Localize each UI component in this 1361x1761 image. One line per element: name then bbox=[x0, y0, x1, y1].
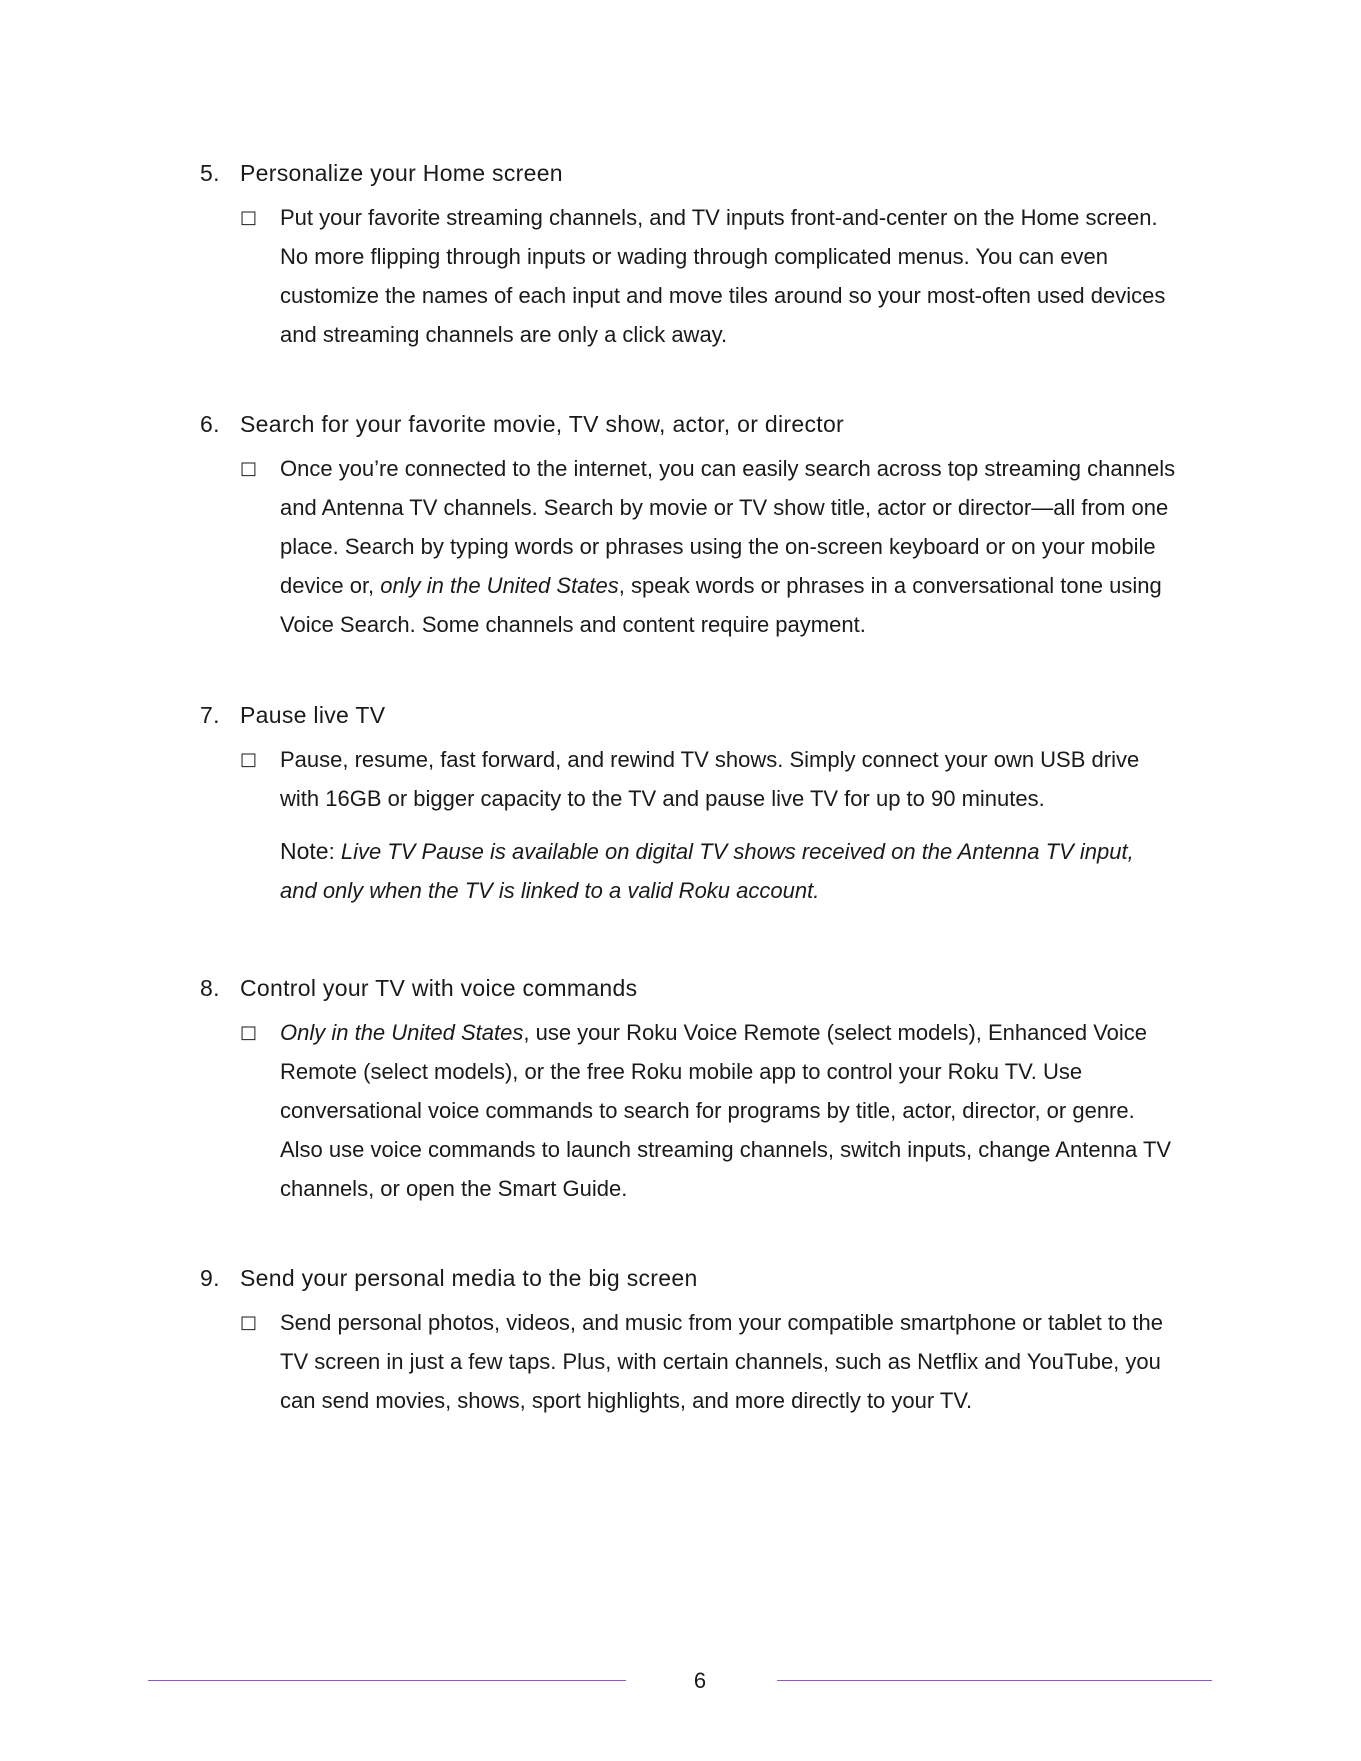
footer-divider-right bbox=[777, 1680, 1212, 1681]
bullet-text-part: Once you’re connected to the internet, you can easily search across top streaming channels and Antenna TV channels. Search by movie or TV show title, actor or director—all from one place. Search by typing words or phrases using the on-screen keyboard or on your mobile device or, bbox=[280, 456, 1176, 598]
section-8 bbox=[200, 973, 1180, 1208]
bullet-item bbox=[200, 1013, 1180, 1208]
section-number: 6. bbox=[200, 411, 220, 437]
section-heading bbox=[200, 700, 1180, 730]
bullet-text: Pause, resume, fast forward, and rewind TV shows. Simply connect your own USB drive with 16GB or bigger capacity to the TV and pause live TV for up to 90 minutes. bbox=[280, 747, 1140, 811]
section-heading bbox=[200, 158, 1180, 188]
section-title: Control your TV with voice commands bbox=[240, 975, 638, 1001]
bullet-item bbox=[200, 740, 1180, 818]
section-number: 5. bbox=[200, 160, 220, 186]
note-colon: : bbox=[328, 839, 341, 864]
section-5 bbox=[200, 158, 1180, 354]
section-7 bbox=[200, 700, 1180, 910]
note-text: Live TV Pause is available on digital TV shows received on the Antenna TV input, and only when the TV is linked to a valid Roku account. bbox=[280, 839, 1134, 903]
bullet-text: Send personal photos, videos, and music from your compatible smartphone or tablet to the TV screen in just a few taps. Plus, with certain channels, such as Netflix and YouTube, you can send movies, shows, sport highlights, and more directly to your TV. bbox=[280, 1310, 1163, 1413]
bullet-icon: □ bbox=[240, 207, 258, 228]
region-note: only in the United States bbox=[380, 573, 619, 598]
note-block bbox=[280, 832, 1140, 910]
section-heading bbox=[200, 1263, 1180, 1293]
section-number: 8. bbox=[200, 975, 220, 1001]
section-title: Search for your favorite movie, TV show, actor, or director bbox=[240, 411, 845, 437]
bullet-text bbox=[280, 1013, 1180, 1208]
bullet-item bbox=[200, 449, 1180, 644]
section-number: 9. bbox=[200, 1265, 220, 1291]
section-title: Personalize your Home screen bbox=[240, 160, 563, 186]
section-6 bbox=[200, 409, 1180, 644]
section-title: Pause live TV bbox=[240, 702, 386, 728]
bullet-icon: □ bbox=[240, 1022, 258, 1043]
bullet-text-part: , use your Roku Voice Remote (select models), Enhanced Voice Remote (select models), or the free Roku mobile app to control your Roku TV. Use conversational voice commands to search for programs by title, actor, director, or genre. Also use voice commands to launch streaming channels, switch inputs, change Antenna TV channels, or open the Smart Guide. bbox=[280, 1020, 1172, 1201]
page-number: 6 bbox=[693, 1668, 707, 1693]
bullet-text bbox=[280, 449, 1180, 644]
bullet-icon: □ bbox=[240, 458, 258, 479]
note-label: Note bbox=[280, 838, 329, 864]
section-heading bbox=[200, 409, 1180, 439]
region-note: Only in the United States bbox=[280, 1020, 524, 1045]
section-number: 7. bbox=[200, 702, 220, 728]
bullet-item bbox=[200, 198, 1180, 354]
section-title: Send your personal media to the big screen bbox=[240, 1265, 698, 1291]
bullet-item bbox=[200, 1303, 1180, 1420]
bullet-text-part: , speak words or phrases in a conversational tone using Voice Search. Some channels and content require payment. bbox=[280, 573, 1162, 637]
bullet-text: Put your favorite streaming channels, and TV inputs front-and-center on the Home screen. No more flipping through inputs or wading through complicated menus. You can even customize the names of each input and move tiles around so your most-often used devices and streaming channels are only a click away. bbox=[280, 205, 1166, 347]
bullet-icon: □ bbox=[240, 749, 258, 770]
bullet-icon: □ bbox=[240, 1312, 258, 1333]
section-9 bbox=[200, 1263, 1180, 1420]
footer-divider-left bbox=[148, 1680, 626, 1681]
section-heading bbox=[200, 973, 1180, 1003]
